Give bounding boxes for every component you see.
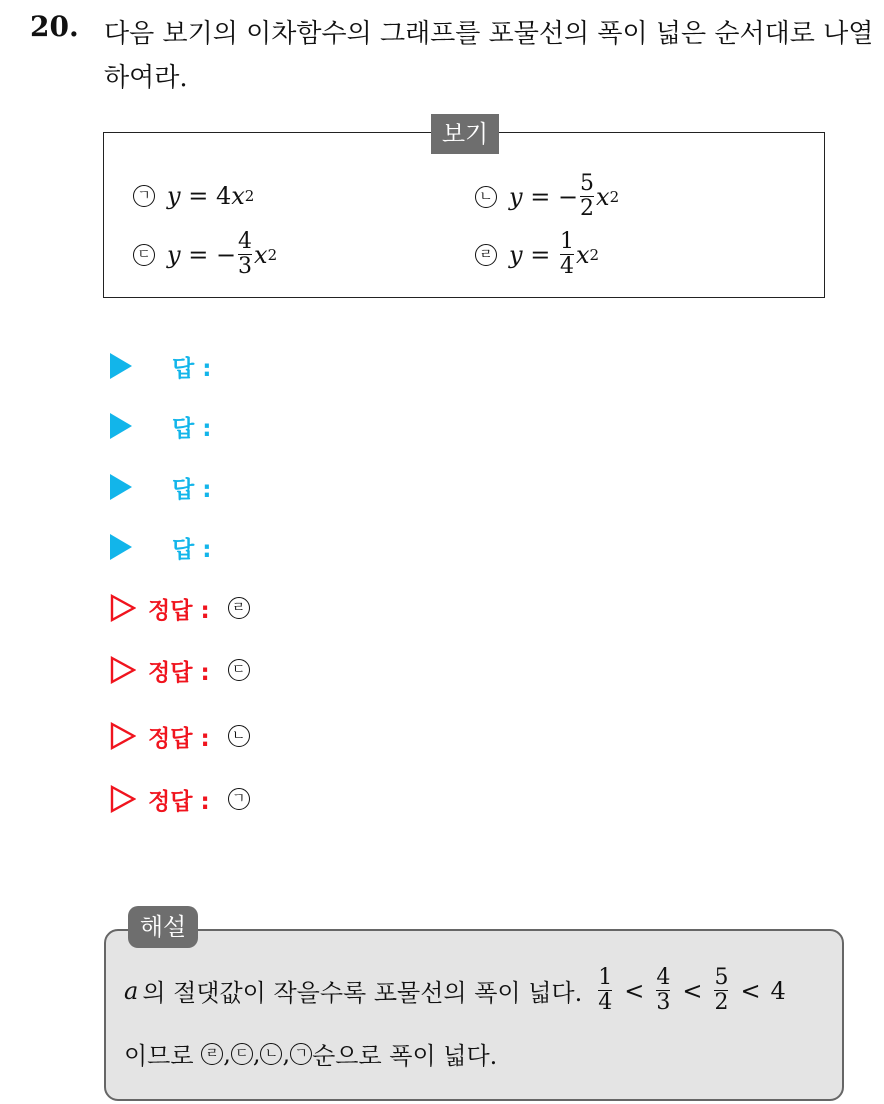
- option-exp: 2: [609, 187, 620, 206]
- solid-triangle-right-icon: [110, 534, 132, 560]
- solid-triangle-right-icon: [110, 413, 132, 439]
- option-marker: ㄴ: [475, 186, 497, 208]
- explanation-mark: ㄷ: [231, 1043, 253, 1065]
- option-var: x: [231, 182, 245, 210]
- fraction-numerator: 4: [238, 229, 253, 254]
- explanation-text-2-suffix: 순으로 폭이 넓다.: [312, 1042, 498, 1070]
- fraction-numerator: 5: [580, 171, 595, 196]
- explanation-var: a: [124, 976, 139, 1005]
- fraction-denominator: 2: [714, 990, 729, 1015]
- option-var: x: [254, 240, 268, 269]
- option-exp: 2: [589, 245, 600, 264]
- fraction-denominator: 3: [656, 990, 671, 1015]
- ineq-fraction: [714, 966, 728, 1015]
- option-marker: ㄷ: [133, 244, 155, 266]
- option-equals: =: [522, 182, 558, 211]
- correct-answer-label: 정답 :: [148, 788, 210, 815]
- explanation-mark: ㄱ: [290, 1043, 312, 1065]
- fraction-numerator: 4: [656, 965, 671, 990]
- ineq-operator: <: [624, 976, 645, 1005]
- fraction-denominator: 3: [238, 254, 253, 279]
- correct-answer-row: [110, 650, 250, 690]
- ineq-fraction: [598, 966, 612, 1015]
- correct-answer-value: ㄴ: [228, 725, 250, 747]
- outline-triangle-right-icon: [110, 722, 136, 750]
- answer-slot[interactable]: [110, 527, 211, 567]
- correct-answer-row: [110, 588, 250, 628]
- ineq-integer: 4: [770, 976, 786, 1005]
- option-exp: 2: [244, 187, 255, 205]
- explanation-mark: ㄹ: [201, 1043, 223, 1065]
- answer-label: 답 :: [172, 415, 212, 442]
- explanation-title: 해설: [128, 906, 198, 948]
- option-fraction: [560, 230, 574, 279]
- correct-answer-value: ㄹ: [228, 597, 250, 619]
- bogi-option-1: [133, 182, 254, 210]
- bogi-title: 보기: [431, 114, 499, 154]
- option-marker: ㄹ: [475, 244, 497, 266]
- answer-label: 답 :: [172, 355, 212, 382]
- option-equals: =: [180, 240, 216, 269]
- option-var: x: [596, 182, 610, 211]
- ineq-fraction: [656, 966, 670, 1015]
- correct-answer-value: ㄱ: [228, 788, 250, 810]
- explanation-text-2-prefix: 이므로: [124, 1042, 202, 1070]
- explanation-box: [104, 929, 844, 1101]
- correct-answer-label: 정답 :: [148, 597, 210, 624]
- option-fraction: [580, 172, 594, 221]
- option-equals: =: [522, 240, 558, 269]
- outline-triangle-right-icon: [110, 594, 136, 622]
- option-equals: =: [180, 182, 216, 210]
- fraction-denominator: 4: [559, 254, 574, 279]
- explanation-text-1: 의 절댓값이 작을수록 포물선의 폭이 넓다.: [142, 979, 583, 1007]
- fraction-denominator: 4: [598, 990, 613, 1015]
- correct-answer-row: [110, 779, 250, 819]
- ineq-operator: <: [682, 976, 703, 1005]
- bogi-option-3: [133, 230, 277, 279]
- option-lhs: y: [167, 182, 181, 210]
- bogi-option-4: [475, 230, 599, 279]
- outline-triangle-right-icon: [110, 785, 136, 813]
- fraction-numerator: 5: [714, 965, 729, 990]
- question-line-2: 하여라.: [104, 63, 188, 93]
- answer-label: 답 :: [172, 536, 212, 563]
- option-fraction: [238, 230, 252, 279]
- question-text: [104, 12, 874, 100]
- correct-answer-label: 정답 :: [148, 725, 210, 752]
- option-marker: ㄱ: [133, 185, 155, 207]
- option-exp: 2: [267, 245, 278, 264]
- fraction-numerator: 1: [559, 229, 574, 254]
- explanation-line-1: [124, 966, 786, 1015]
- option-lhs: y: [509, 240, 523, 269]
- option-sign: −: [215, 240, 237, 269]
- option-var: x: [575, 240, 590, 269]
- option-lhs: y: [509, 182, 523, 211]
- solid-triangle-right-icon: [110, 353, 132, 379]
- explanation-mark: ㄴ: [260, 1043, 282, 1065]
- correct-answer-value: ㄷ: [228, 659, 250, 681]
- option-lhs: y: [167, 240, 181, 269]
- ineq-operator: <: [740, 976, 761, 1005]
- question-number: 20.: [30, 10, 79, 43]
- answer-slot[interactable]: [110, 467, 211, 507]
- option-sign: −: [557, 182, 579, 211]
- explanation-inequality: [596, 966, 786, 1015]
- option-coef: 4: [215, 182, 232, 210]
- bogi-option-2: [475, 172, 619, 221]
- fraction-denominator: 2: [580, 196, 595, 221]
- explanation-line-2: 이므로 ㄹ , ㄷ , ㄴ , ㄱ 순으로 폭이 넓다.: [124, 1036, 497, 1071]
- question-line-1: 다음 보기의 이차함수의 그래프를 포물선의 폭이 넓은 순서대로 나열: [104, 19, 874, 49]
- answer-label: 답 :: [172, 476, 212, 503]
- correct-answer-label: 정답 :: [148, 659, 210, 686]
- fraction-numerator: 1: [598, 965, 613, 990]
- answer-slot[interactable]: [110, 406, 211, 446]
- correct-answer-row: [110, 716, 250, 756]
- outline-triangle-right-icon: [110, 656, 136, 684]
- solid-triangle-right-icon: [110, 474, 132, 500]
- answer-slot[interactable]: [110, 346, 211, 386]
